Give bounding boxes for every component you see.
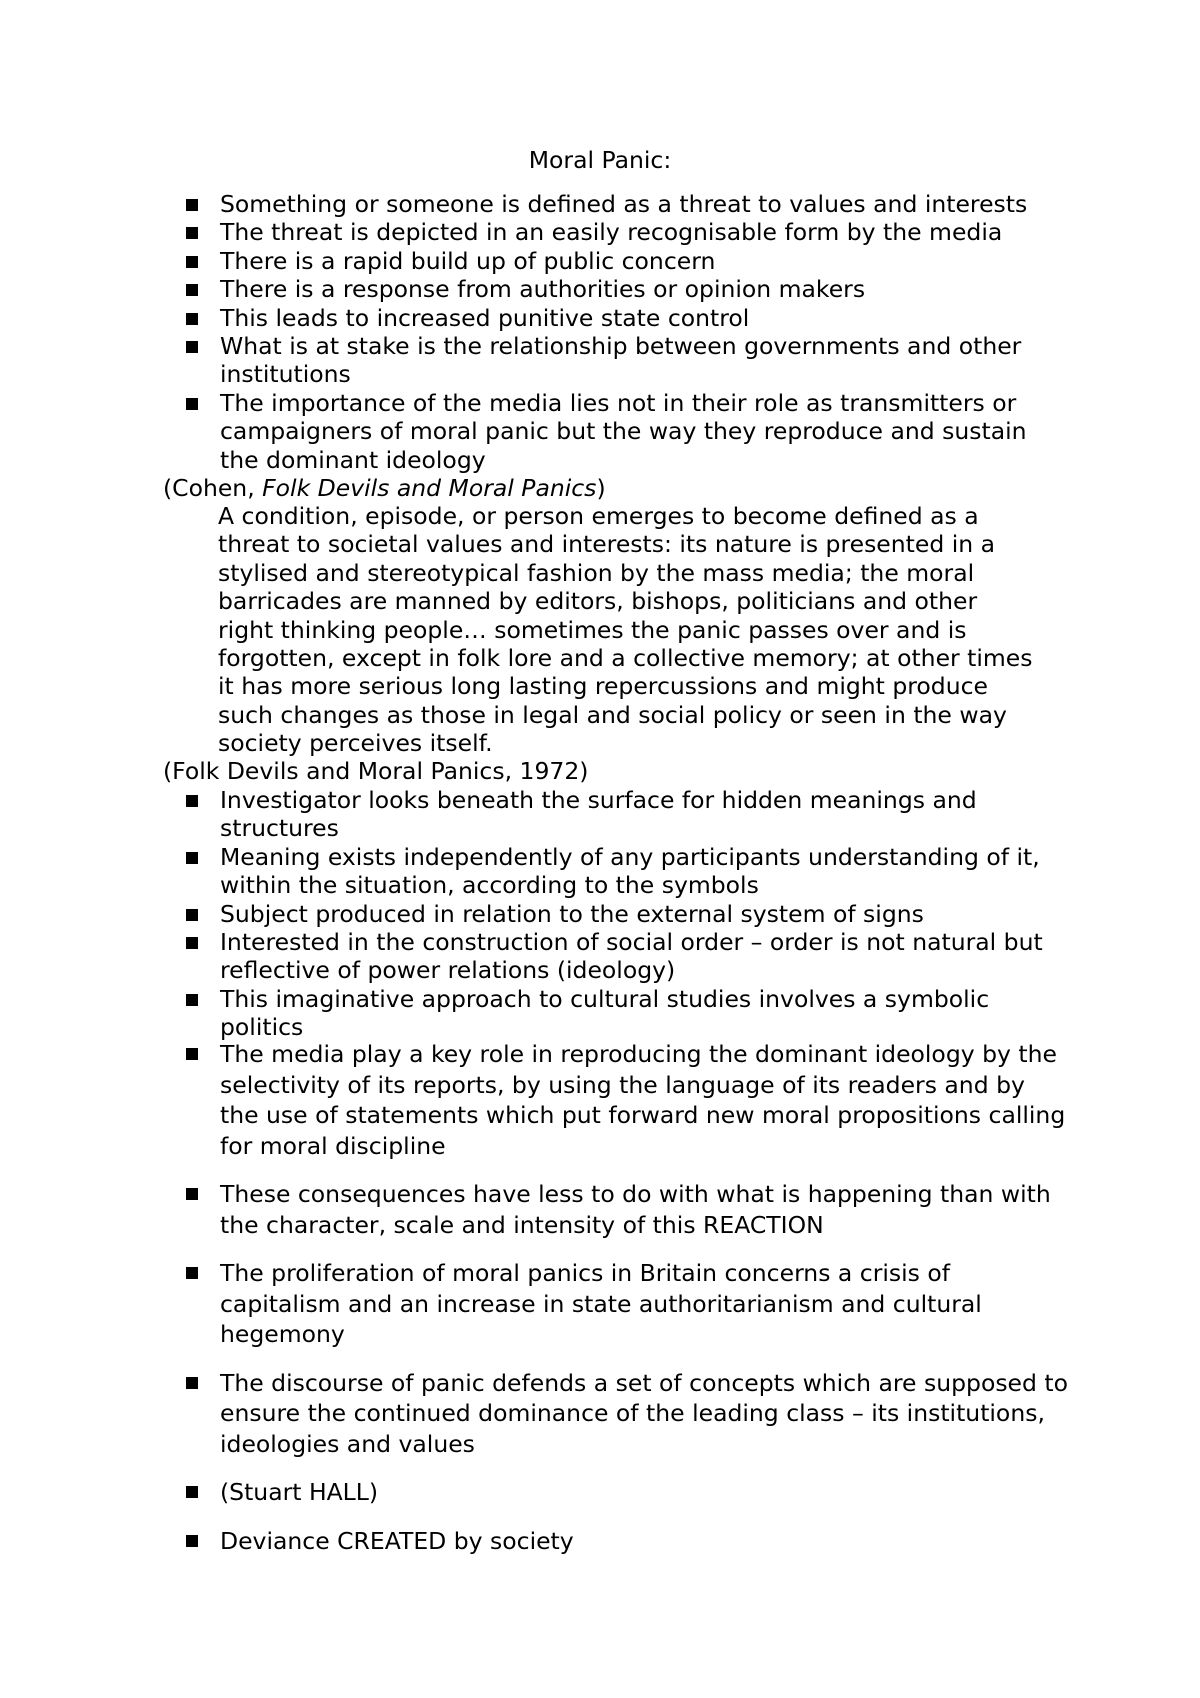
- quote-line: society perceives itself.: [218, 729, 493, 758]
- quote-line: right thinking people… sometimes the panic passes over and is: [218, 615, 967, 644]
- quote-line: forgotten, except in folk lore and a collective memory; at other times: [218, 644, 1033, 673]
- square-bullet-icon: [186, 199, 198, 211]
- list-item: Investigator looks beneath the surface for hidden meanings and structures: [0, 786, 1070, 843]
- list-item: (Stuart HALL): [0, 1477, 1070, 1508]
- block-quote: [218, 502, 1118, 758]
- bullet-list-characteristics: [0, 190, 1070, 474]
- list-item: There is a response from authorities or opinion makers: [0, 275, 1070, 303]
- list-item: This imaginative approach to cultural studies involves a symbolic politics: [0, 985, 1070, 1042]
- list-item: The importance of the media lies not in their role as transmitters or campaigners of moral panic but the way they reproduce and sustain the dominant ideology: [0, 389, 1070, 474]
- quote-line: stylised and stereotypical fashion by the mass media; the moral: [218, 558, 975, 587]
- list-item: These consequences have less to do with what is happening than with the character, scale and intensity of this REACTION: [0, 1179, 1070, 1240]
- square-bullet-icon: [186, 398, 198, 410]
- square-bullet-icon: [186, 1377, 198, 1389]
- square-bullet-icon: [186, 227, 198, 239]
- square-bullet-icon: [186, 852, 198, 864]
- list-item: The threat is depicted in an easily recognisable form by the media: [0, 218, 1070, 246]
- list-item: Deviance CREATED by society: [0, 1526, 1070, 1557]
- quote-line: barricades are manned by editors, bishops, politicians and other: [218, 587, 978, 616]
- citation-folk-devils: (Folk Devils and Moral Panics, 1972): [163, 757, 589, 785]
- page-title: Moral Panic:: [528, 146, 672, 174]
- list-item: There is a rapid build up of public concern: [0, 247, 1070, 275]
- list-item: The media play a key role in reproducing the dominant ideology by the selectivity of its reports, by using the language of its readers and by the use of statements which put forward new moral propositions calling for moral discipline: [0, 1039, 1070, 1161]
- square-bullet-icon: [186, 937, 198, 949]
- list-item: What is at stake is the relationship between governments and other institutions: [0, 332, 1070, 389]
- bullet-list-semiotics: [0, 786, 1070, 1042]
- citation-cohen: (Cohen, Folk Devils and Moral Panics): [163, 474, 606, 502]
- square-bullet-icon: [186, 313, 198, 325]
- bullet-list-hall: [0, 1039, 1070, 1556]
- quote-line: it has more serious long lasting repercussions and might produce: [218, 672, 988, 701]
- square-bullet-icon: [186, 284, 198, 296]
- quote-line: such changes as those in legal and social policy or seen in the way: [218, 700, 1007, 729]
- square-bullet-icon: [186, 1048, 198, 1060]
- list-item: Subject produced in relation to the external system of signs: [0, 900, 1070, 928]
- list-item: The discourse of panic defends a set of concepts which are supposed to ensure the continued dominance of the leading class – its institutions, ideologies and values: [0, 1368, 1070, 1460]
- square-bullet-icon: [186, 341, 198, 353]
- square-bullet-icon: [186, 909, 198, 921]
- citation-title: Folk Devils and Moral Panics: [262, 474, 597, 502]
- square-bullet-icon: [186, 795, 198, 807]
- quote-line: threat to societal values and interests: its nature is presented in a: [218, 530, 996, 559]
- quote-line: A condition, episode, or person emerges to become defined as a: [218, 502, 979, 530]
- list-item: Something or someone is defined as a threat to values and interests: [0, 190, 1070, 218]
- square-bullet-icon: [186, 256, 198, 268]
- square-bullet-icon: [186, 1267, 198, 1279]
- square-bullet-icon: [186, 1486, 198, 1498]
- list-item: Interested in the construction of social order – order is not natural but reflective of power relations (ideology): [0, 928, 1070, 985]
- list-item: Meaning exists independently of any participants understanding of it, within the situation, according to the symbols: [0, 843, 1070, 900]
- square-bullet-icon: [186, 1535, 198, 1547]
- square-bullet-icon: [186, 994, 198, 1006]
- square-bullet-icon: [186, 1188, 198, 1200]
- list-item: The proliferation of moral panics in Britain concerns a crisis of capitalism and an increase in state authoritarianism and cultural hegemony: [0, 1258, 1070, 1350]
- list-item: This leads to increased punitive state control: [0, 304, 1070, 332]
